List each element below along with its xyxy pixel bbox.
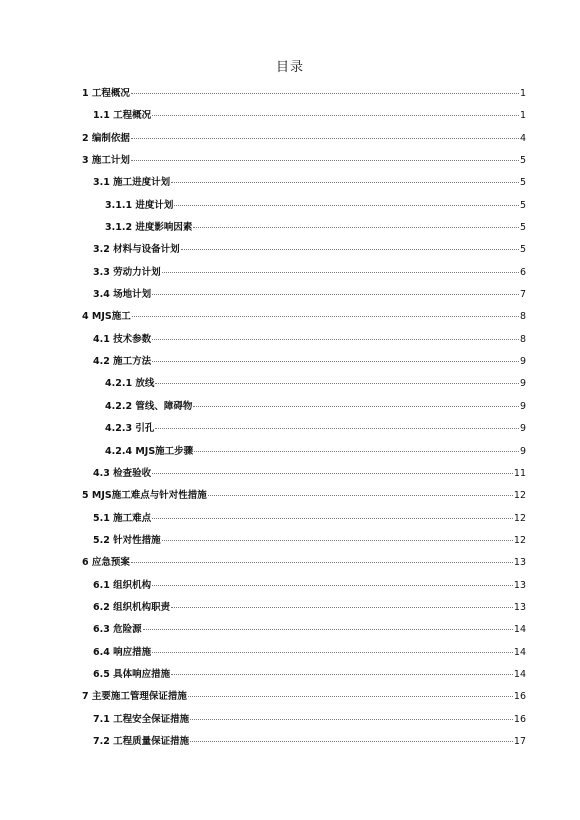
toc-entry[interactable] (0, 510, 526, 532)
toc-entry-label: 3.2 材料与设备计划 (93, 244, 180, 256)
toc-entry-page-number: 5 (519, 177, 526, 189)
toc-entry-label: 2 编制依据 (82, 132, 130, 144)
toc-entry[interactable] (0, 85, 526, 107)
toc-entry-label: 1.1 工程概况 (93, 110, 152, 122)
toc-entry-page-number: 14 (513, 668, 526, 680)
dot-leader (174, 205, 519, 206)
dot-leader (171, 607, 513, 608)
toc-entry[interactable] (0, 532, 526, 554)
toc-entry-label: 3.1.1 进度计划 (105, 199, 174, 211)
toc-entry[interactable] (0, 375, 526, 397)
toc-entry[interactable] (0, 487, 526, 509)
toc-entry-label: 4.2.3 引孔 (105, 423, 155, 435)
toc-entry-label: 5.1 施工难点 (93, 512, 152, 524)
toc-entry-page-number: 4 (519, 132, 526, 144)
dot-leader (188, 696, 513, 697)
toc-entry-page-number: 8 (519, 333, 526, 345)
toc-entry[interactable] (0, 644, 526, 666)
toc-entry-page-number: 5 (519, 155, 526, 167)
dot-leader (155, 383, 519, 384)
toc-entry-page-number: 1 (519, 110, 526, 122)
dot-leader (152, 361, 519, 362)
toc-entry-page-number: 13 (513, 579, 526, 591)
dot-leader (152, 473, 513, 474)
toc-entry[interactable] (0, 241, 526, 263)
toc-entry-label: 4.2.4 MJS施工步骤 (105, 445, 194, 457)
toc-entry-label: 4.2.1 放线 (105, 378, 155, 390)
toc-entry-page-number: 9 (519, 400, 526, 412)
dot-leader (152, 518, 513, 519)
toc-entry[interactable] (0, 688, 526, 710)
toc-entry-page-number: 9 (519, 378, 526, 390)
toc-entry[interactable] (0, 130, 526, 152)
page-title: 目录 (275, 60, 304, 75)
dot-leader (152, 294, 519, 295)
toc-entry-page-number: 5 (519, 222, 526, 234)
dot-leader (132, 316, 519, 317)
toc-entry-label: 6.3 危险源 (93, 624, 142, 636)
dot-leader (190, 741, 513, 742)
toc-entry[interactable] (0, 107, 526, 129)
toc-entry-label: 5 MJS施工难点与针对性措施 (82, 490, 207, 502)
toc-entry-label: 6.2 组织机构职责 (93, 601, 171, 613)
dot-leader (171, 182, 519, 183)
toc-entry-page-number: 9 (519, 423, 526, 435)
toc-entry[interactable] (0, 308, 526, 330)
toc-entry[interactable] (0, 219, 526, 241)
toc-entry-label: 5.2 针对性措施 (93, 534, 161, 546)
toc-entry-label: 4.2 施工方法 (93, 356, 152, 368)
toc-entry-label: 7 主要施工管理保证措施 (82, 691, 187, 703)
toc-entry[interactable] (0, 465, 526, 487)
toc-entry-page-number: 13 (513, 557, 526, 569)
table-of-contents (0, 85, 580, 755)
toc-entry[interactable] (0, 174, 526, 196)
toc-entry-label: 3.1.2 进度影响因素 (105, 222, 193, 234)
toc-entry-label: 6 应急预案 (82, 557, 130, 569)
toc-entry-page-number: 9 (519, 356, 526, 368)
toc-entry-label: 4.2.2 管线、障碍物 (105, 400, 193, 412)
toc-entry-label: 6.4 响应措施 (93, 646, 152, 658)
toc-entry[interactable] (0, 197, 526, 219)
toc-entry-label: 4.3 检查验收 (93, 467, 152, 479)
toc-entry-page-number: 8 (519, 311, 526, 323)
dot-leader (152, 339, 519, 340)
dot-leader (131, 562, 513, 563)
toc-entry-page-number: 12 (513, 534, 526, 546)
toc-entry-label: 6.1 组织机构 (93, 579, 152, 591)
toc-entry-label: 3.4 场地计划 (93, 289, 152, 301)
toc-entry-label: 3.3 劳动力计划 (93, 266, 161, 278)
toc-entry-page-number: 5 (519, 199, 526, 211)
dot-leader (131, 93, 519, 94)
toc-entry-label: 3.1 施工进度计划 (93, 177, 171, 189)
dot-leader (131, 138, 519, 139)
dot-leader (143, 629, 513, 630)
toc-entry[interactable] (0, 331, 526, 353)
toc-entry[interactable] (0, 286, 526, 308)
toc-entry[interactable] (0, 733, 526, 755)
toc-entry[interactable] (0, 443, 526, 465)
toc-entry-label: 1 工程概况 (82, 88, 130, 99)
dot-leader (193, 406, 519, 407)
toc-entry[interactable] (0, 599, 526, 621)
toc-entry[interactable] (0, 666, 526, 688)
toc-entry[interactable] (0, 621, 526, 643)
toc-entry[interactable] (0, 398, 526, 420)
toc-entry-page-number: 16 (513, 713, 526, 725)
toc-entry[interactable] (0, 353, 526, 375)
dot-leader (190, 719, 513, 720)
dot-leader (162, 272, 519, 273)
toc-entry-label: 4 MJS施工 (82, 311, 131, 323)
dot-leader (181, 249, 519, 250)
dot-leader (152, 585, 513, 586)
dot-leader (152, 115, 519, 116)
dot-leader (162, 540, 513, 541)
dot-leader (208, 495, 513, 496)
dot-leader (194, 451, 519, 452)
toc-entry-page-number: 7 (519, 289, 526, 301)
dot-leader (152, 652, 513, 653)
toc-entry-page-number: 13 (513, 601, 526, 613)
toc-entry-page-number: 12 (513, 512, 526, 524)
toc-entry-label: 6.5 具体响应措施 (93, 668, 171, 680)
toc-entry-page-number: 16 (513, 691, 526, 703)
toc-entry-page-number: 17 (513, 735, 526, 747)
toc-entry-page-number: 12 (513, 490, 526, 502)
toc-entry-page-number: 14 (513, 624, 526, 636)
dot-leader (155, 428, 519, 429)
dot-leader (131, 160, 519, 161)
dot-leader (171, 674, 513, 675)
toc-entry-page-number: 11 (513, 467, 526, 479)
toc-entry[interactable] (0, 554, 526, 576)
toc-entry[interactable] (0, 264, 526, 286)
toc-entry-label: 7.2 工程质量保证措施 (93, 735, 190, 747)
toc-entry[interactable] (0, 152, 526, 174)
toc-entry-page-number: 6 (519, 266, 526, 278)
toc-entry[interactable] (0, 711, 526, 733)
toc-entry-page-number: 1 (519, 88, 526, 99)
toc-entry[interactable] (0, 577, 526, 599)
toc-entry-label: 3 施工计划 (82, 155, 130, 167)
toc-entry-page-number: 5 (519, 244, 526, 256)
dot-leader (193, 227, 519, 228)
toc-entry[interactable] (0, 420, 526, 442)
toc-entry-page-number: 9 (519, 445, 526, 457)
toc-entry-page-number: 14 (513, 646, 526, 658)
toc-entry-label: 7.1 工程安全保证措施 (93, 713, 190, 725)
toc-entry-label: 4.1 技术参数 (93, 333, 152, 345)
